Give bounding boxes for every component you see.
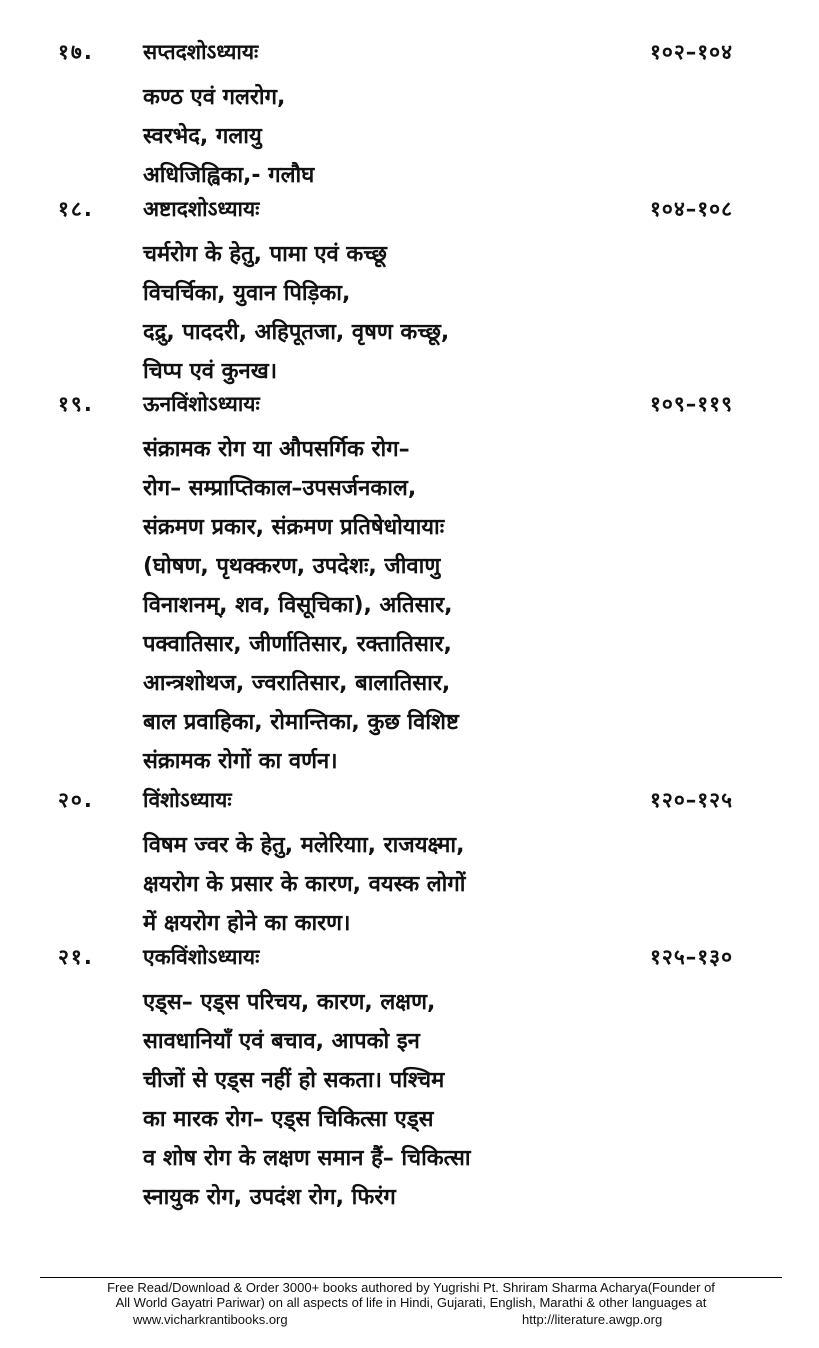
footer-line: Free Read/Download & Order 3000+ books authored by Yugrishi Pt. Shriram Sharma Acharya(Founder of [107,1280,715,1295]
chapter-topics [143,235,449,391]
vicharkranti-link[interactable]: www.vicharkrantibooks.org [133,1312,288,1327]
topic-line: दद्रु, पाददरी, अहिपूतजा, वृषण कच्छू, [143,320,450,345]
footer-text [40,1280,782,1310]
page-range: १२०–१२५ [650,788,734,812]
topic-line: क्षयरोग के प्रसार के कारण, वयस्क लोगों [143,872,466,897]
chapter-number: १९. [58,392,94,416]
awgp-literature-link[interactable]: http://literature.awgp.org [522,1312,663,1327]
page-range: १०४–१०८ [650,197,734,221]
topic-line: चर्मरोग के हेतु, पामा एवं कच्छू [143,242,387,267]
topic-line: कण्ठ एवं गलरोग, [143,85,286,110]
chapter-heading: एकविंशोऽध्यायः [143,945,260,969]
topic-line: अधिजिह्विका,- गलौघ [143,163,315,188]
chapter-number: २१. [58,945,94,969]
topic-line: विनाशनम्, शव, विसूचिका), अतिसार, [143,593,453,618]
topic-line: विषम ज्वर के हेतु, मलेरियाा, राजयक्ष्मा, [143,833,465,858]
topic-line: चिप्प एवं कुनख। [143,359,278,384]
topic-line: सावधानियाँ एवं बचाव, आपको इन [143,1029,420,1054]
topic-line: विचर्चिका, युवान पिड़िका, [143,281,351,306]
page-range: १०९–११९ [650,392,734,416]
topic-line: संक्रामक रोग या औपसर्गिक रोग– [143,437,410,462]
chapter-heading: सप्तदशोऽध्यायः [143,40,259,64]
chapter-number: २०. [58,788,94,812]
topic-line: चीजों से एड्स नहीं हो सकता। पश्चिम [143,1068,445,1093]
topic-line: का मारक रोग– एड्स चिकित्सा एड्स [143,1107,434,1132]
topic-line: आन्त्रशोथज, ज्वरातिसार, बालातिसार, [143,671,451,696]
footer-line: All World Gayatri Pariwar) on all aspects of life in Hindi, Gujarati, English, Marathi & other languages at [115,1295,707,1310]
chapter-topics [143,826,465,943]
chapter-number: १७. [58,40,94,64]
topic-line: पक्वातिसार, जीर्णातिसार, रक्तातिसार, [143,632,452,657]
topic-line: व शोष रोग के लक्षण समान हैं– चिकित्सा [143,1146,471,1171]
topic-line: स्नायुक रोग, उपदंश रोग, फिरंग [143,1185,396,1210]
footer-divider [40,1277,782,1278]
page-range: १२५–१३० [650,945,734,969]
topic-line: संक्रामक रोगों का वर्णन। [143,749,338,774]
page-range: १०२–१०४ [650,40,734,64]
chapter-heading: अष्टादशोऽध्यायः [143,197,260,221]
chapter-number: १८. [58,197,94,221]
chapter-heading: विंशोऽध्यायः [143,788,232,812]
topic-line: स्वरभेद, गलायु [143,124,262,149]
topic-line: (घोषण, पृथक्करण, उपदेशः, जीवाणु [143,554,441,579]
chapter-heading: ऊनविंशोऽध्यायः [143,392,260,416]
topic-line: बाल प्रवाहिका, रोमान्तिका, कुछ विशिष्ट [143,710,459,735]
chapter-topics [143,983,471,1217]
topic-line: संक्रमण प्रकार, संक्रमण प्रतिषेधोयायाः [143,515,445,540]
chapter-topics [143,430,459,781]
chapter-topics [143,78,314,195]
topic-line: एड्स– एड्स परिचय, कारण, लक्षण, [143,990,436,1015]
topic-line: रोग– सम्प्राप्तिकाल–उपसर्जनकाल, [143,476,417,501]
topic-line: में क्षयरोग होने का कारण। [143,911,351,936]
